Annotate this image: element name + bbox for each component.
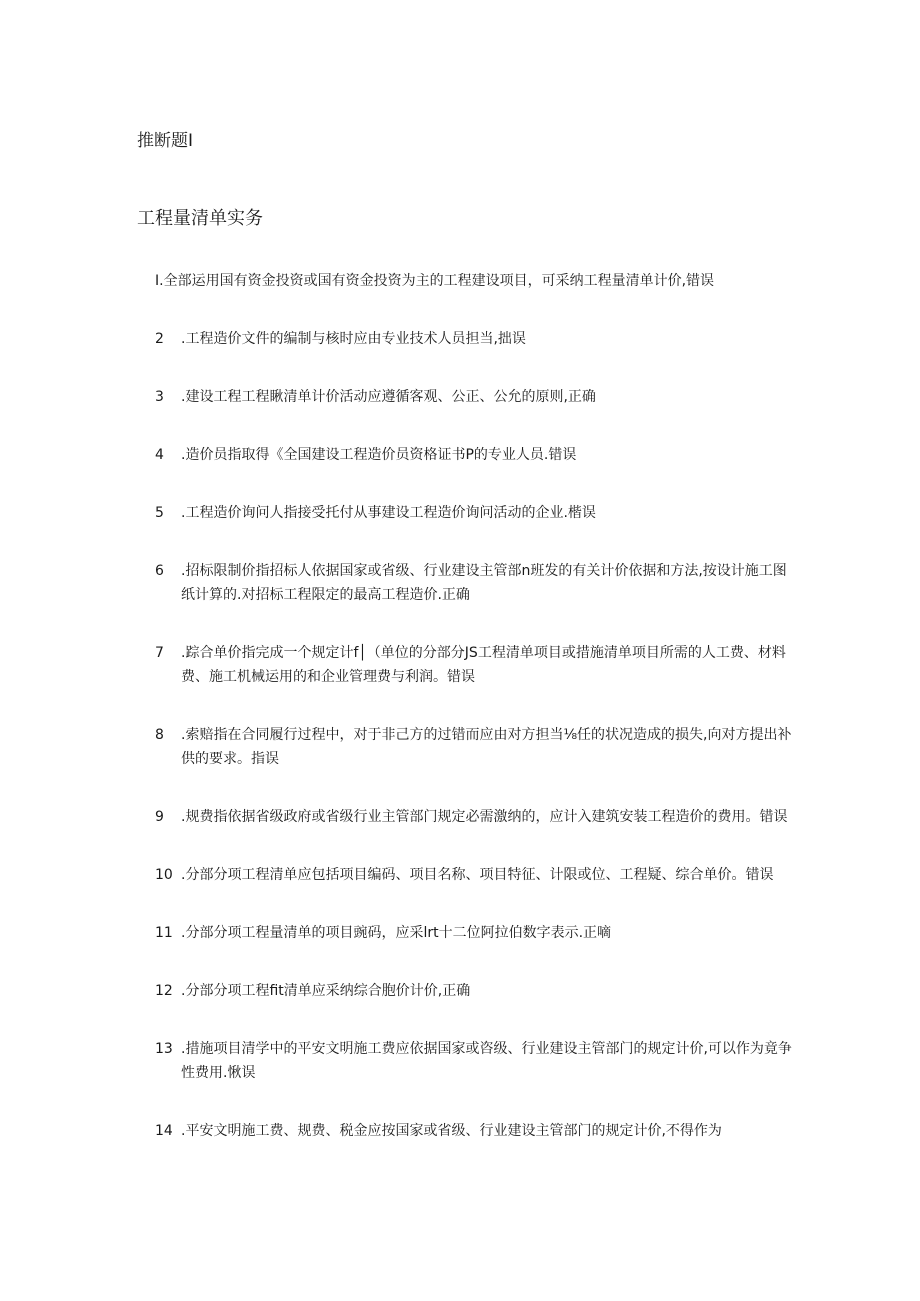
- question-number: 2: [155, 331, 164, 347]
- question-text: .工程造价询问人指接受托付从事建设工程造价询问活动的企业.楷误: [181, 505, 596, 521]
- question-number: 3: [155, 389, 164, 405]
- question-text: .工程造价文件的编制与核时应由专业技术人员担当,拙误: [181, 331, 526, 347]
- question-text: .分部分项工程量清单的项目豌码，应采lrt十二位阿拉伯数字表示.正嘀: [181, 925, 612, 941]
- question-number: 14: [155, 1123, 173, 1139]
- question-text: .规费指依据省级政府或省级行业主管部门规定必需激纳的，应计入建筑安装工程造价的费用。错误: [181, 809, 788, 825]
- question-item: [155, 559, 795, 607]
- question-item: [155, 1037, 795, 1085]
- question-item: [155, 863, 795, 887]
- question-item: [155, 327, 795, 351]
- question-item: [155, 501, 795, 525]
- question-text: .建设工程工程瞅清单计价活动应遵循客观、公正、公允的原则,正确: [181, 389, 596, 405]
- question-number: 7: [155, 645, 164, 661]
- question-number: 8: [155, 727, 164, 743]
- question-text: .措施项目清学中的平安文明施工费应依据国家或咨级、行业建设主管部门的规定计价,可以作为竟争性费用.愀误: [181, 1041, 792, 1081]
- question-text: .分部分项工程清单应包括项目编码、项目名称、项目特征、计限或位、工程疑、综合单价。错误: [181, 867, 774, 883]
- question-list: [155, 269, 795, 1177]
- question-number: 9: [155, 809, 164, 825]
- question-number: 11: [155, 925, 173, 941]
- question-text: .招标限制价指招标人依据国家或省级、行业建设主管部n班发的有关计价依据和方法,按设计施工图纸计算的.对招标工程限定的最高工程造价.正确: [181, 563, 787, 603]
- question-item: [155, 979, 795, 1003]
- question-text: .平安文明施工费、规费、税金应按国家或省级、行业建设主管部门的规定计价,不得作为: [181, 1123, 722, 1139]
- question-text: .踪合单价指完成一个规定计f│（单位的分部分JS工程清单项目或措施清单项目所需的人工费、材料费、施工机械运用的和企业管理费与利润。错误: [181, 645, 786, 685]
- question-number: 5: [155, 505, 164, 521]
- question-item: [155, 385, 795, 409]
- question-item: [155, 641, 795, 689]
- question-number: 12: [155, 983, 173, 999]
- question-text: .造价员指取得《全国建设工程造价员资格证书P的专业人员.错误: [181, 447, 577, 463]
- section-title: 工程量清单实务: [137, 208, 263, 229]
- page-label: 推断题I: [137, 131, 194, 151]
- question-item: [155, 723, 795, 771]
- question-item: [155, 921, 795, 945]
- question-item: [155, 269, 795, 293]
- question-item: [155, 443, 795, 467]
- question-item: [155, 1119, 795, 1143]
- question-text: I.全部运用国有资金投资或国有资金投资为主的工程建设项目，可采纳工程量清单计价,错误: [155, 273, 715, 289]
- question-text: .索赔指在合同履行过程中，对于非己方的过错而应由对方担当⅛任的状况造成的损失,向对方提出补供的要求。指误: [181, 727, 792, 767]
- question-number: 4: [155, 447, 164, 463]
- question-number: 13: [155, 1041, 173, 1057]
- question-text: .分部分项工程fit清单应采纳综合胞价计价,正确: [181, 983, 471, 999]
- question-number: 10: [155, 867, 173, 883]
- question-number: 6: [155, 563, 164, 579]
- question-item: [155, 805, 795, 829]
